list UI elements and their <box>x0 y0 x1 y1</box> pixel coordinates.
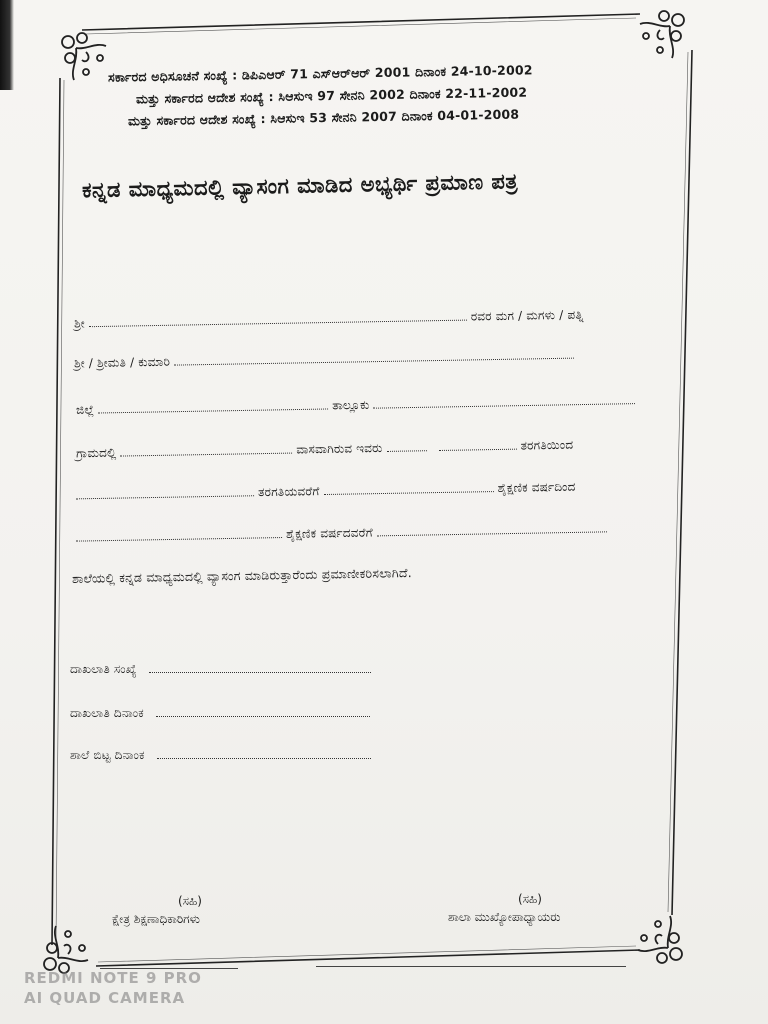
academic-to-blank-a <box>76 527 282 542</box>
sri-label: ಶ್ರೀ <box>73 316 85 331</box>
academic-from-label: ಶೈಕ್ಷಣಿಕ ವರ್ಷದಿಂದ <box>497 479 576 496</box>
order-line-2: ಮತ್ತು ಸರ್ಕಾರದ ಆದೇಶ ಸಂಖ್ಯೆ : ಸಿಆಸುಇ 97 ಸೇನನಿ 2002 ದಿನಾಂಕ 22-11-2002 <box>135 84 528 107</box>
camera-watermark-feature: AI QUAD CAMERA <box>24 989 186 1007</box>
camera-watermark-model: REDMI NOTE 9 PRO <box>24 969 202 987</box>
village-blank <box>120 443 292 457</box>
left-signature-mark: (ಸಹಿ) <box>178 894 202 908</box>
block-education-officer-label: ಕ್ಷೇತ್ರ ಶಿಕ್ಷಣಾಧಿಕಾರಿಗಳು <box>112 912 200 926</box>
right-signature-rule <box>316 966 626 967</box>
leaving-date-blank <box>157 748 371 759</box>
taluk-label: ತಾಲ್ಲೂಕು <box>332 397 370 413</box>
village-label: ಗ್ರಾಮದಲ್ಲಿ <box>75 445 117 461</box>
academic-from-blank <box>323 481 493 495</box>
resident-label: ವಾಸವಾಗಿರುವ ಇವರು <box>296 440 383 457</box>
bottom-right-ornament-icon <box>628 908 688 968</box>
admission-date-row <box>70 706 370 721</box>
admission-date-blank <box>156 706 370 717</box>
district-label: ಜಿಲ್ಲೆ <box>75 402 95 417</box>
admission-number-label: ದಾಖಲಾತಿ ಸಂಖ್ಯೆ <box>70 662 137 676</box>
top-left-ornament-icon <box>56 28 116 88</box>
academic-to-label: ಶೈಕ್ಷಣಿಕ ವರ್ಷದವರೆಗೆ <box>285 525 373 541</box>
camera-watermark <box>24 968 202 1008</box>
right-signature-mark: (ಸಹಿ) <box>518 892 542 906</box>
leaving-date-label: ಶಾಲೆ ಬಿಟ್ಟ ದಿನಾಂಕ <box>70 748 145 762</box>
class-from-blank-b <box>438 439 516 451</box>
admission-date-label: ದಾಖಲಾತಿ ದಿನಾಂಕ <box>70 706 144 720</box>
notification-line-1: ಸರ್ಕಾರದ ಅಧಿಸೂಚನೆ ಸಂಖ್ಯೆ : ಡಿಪಿಎಆರ್ 71 ಎಸ್‌ಆರ್‌ಆರ್ 2001 ದಿನಾಂಕ 24-10-2002 <box>107 62 533 85</box>
certificate-title: ಕನ್ನಡ ಮಾಧ್ಯಮದಲ್ಲಿ ವ್ಯಾಸಂಗ ಮಾಡಿದ ಅಭ್ಯರ್ಥಿ ಪ್ರಮಾಣ ಪತ್ರ <box>81 169 519 203</box>
top-right-ornament-icon <box>630 6 690 66</box>
parent-title-label: ಶ್ರೀ / ಶ್ರೀಮತಿ / ಕುಮಾರಿ <box>73 354 171 371</box>
admission-number-row <box>70 662 371 677</box>
to-class-label: ತರಗತಿಯವರೆಗೆ <box>257 484 320 500</box>
class-from-blank-a <box>386 440 426 452</box>
admission-number-blank <box>149 662 371 673</box>
class-to-blank <box>76 485 254 499</box>
headmaster-label: ಶಾಲಾ ಮುಖ್ಯೋಪಾಧ್ಯಾಯರು <box>448 910 561 924</box>
child-of-label: ರವರ ಮಗ / ಮಗಳು / ಪತ್ನಿ <box>470 307 584 324</box>
leaving-date-row <box>70 748 371 763</box>
from-class-label: ತರಗತಿಯಿಂದ <box>520 437 574 453</box>
order-line-3: ಮತ್ತು ಸರ್ಕಾರದ ಆದೇಶ ಸಂಖ್ಯೆ : ಸಿಆಸುಇ 53 ಸೇನನಿ 2007 ದಿನಾಂಕ 04-01-2008 <box>127 106 520 129</box>
certification-statement: ಶಾಲೆಯಲ್ಲಿ ಕನ್ನಡ ಮಾಧ್ಯಮದಲ್ಲಿ ವ್ಯಾಸಂಗ ಮಾಡಿರುತ್ತಾರೆಂದು ಪ್ರಮಾಣೀಕರಿಸಲಾಗಿದೆ. <box>71 565 412 586</box>
